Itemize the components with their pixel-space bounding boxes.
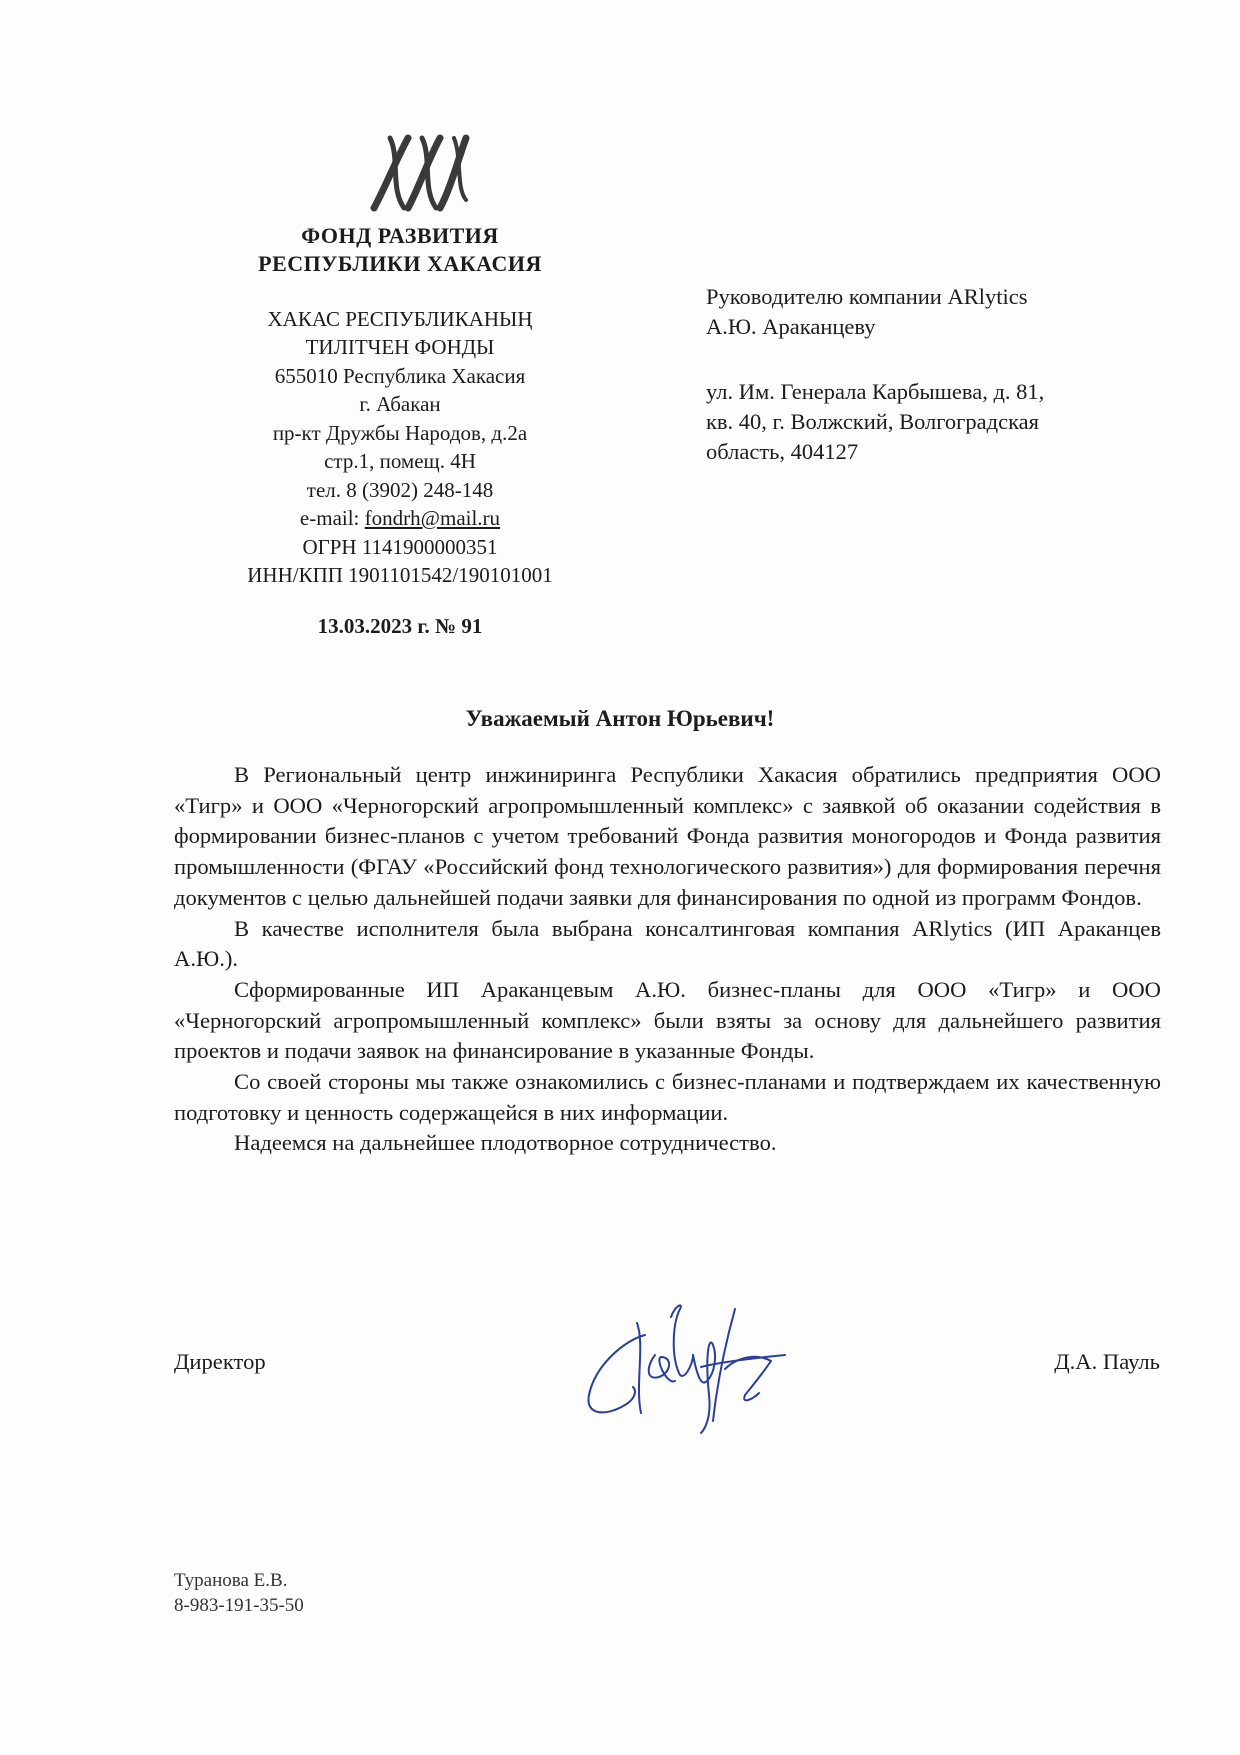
letter-reference: 13.03.2023 г. № 91 [317, 614, 483, 638]
signatory-name: Д.А. Пауль [1054, 1349, 1160, 1374]
signatory-title: Директор [174, 1349, 266, 1374]
body-paragraph: Сформированные ИП Араканцевым А.Ю. бизнес-планы для ООО «Тигр» и ООО «Черногорский агропромышленный комплекс» были взяты за основу для дальнейшего развития проектов и подачи заявок на финансирование в указанные Фонды. [174, 976, 1161, 1064]
sender-ogrn: ОГРН 1141900000351 [302, 535, 498, 559]
body-paragraph: Надеемся на дальнейшее плодотворное сотрудничество. [234, 1130, 777, 1156]
handwritten-signature-icon [575, 1295, 805, 1435]
sender-name-line1: ФОНД РАЗВИТИЯ [301, 223, 499, 248]
sender-address-line1: 655010 Республика Хакасия [274, 364, 526, 388]
sender-phone: тел. 8 (3902) 248-148 [306, 478, 494, 502]
body-paragraph: Со своей стороны мы также ознакомились с бизнес-планами и подтверждаем их качественную подготовку и ценность содержащейся в них информации. [174, 1069, 1161, 1125]
sender-khakas-line1: ХАКАС РЕСПУБЛИКАНЫҢ [267, 307, 533, 331]
sender-email-prefix: e-mail: [299, 506, 365, 530]
sender-address-line4: стр.1, помещ. 4Н [324, 449, 476, 473]
sender-email-line [200, 504, 600, 533]
sender-inn-kpp: ИНН/КПП 1901101542/190101001 [247, 563, 553, 587]
executor-phone: 8-983-191-35-50 [174, 1595, 304, 1616]
sender-address-line3: пр-кт Дружбы Народов, д.2а [272, 421, 528, 445]
greeting: Уважаемый Антон Юрьевич! [465, 706, 775, 731]
body-paragraph: В Региональный центр инжиниринга Республики Хакасия обратились предприятия ООО «Тигр» и ООО «Черногорский агропромышленный комплекс» с заявкой об оказании содействия в формировании бизнес-планов с учетом требований Фонда развития моногородов и Фонда развития промышленности (ФГАУ «Российский фонд технологического развития») для формирования перечня документов с целью дальнейшей подачи заявки для финансирования по одной из программ Фондов. [174, 762, 1161, 910]
sender-email-link[interactable]: fondrh@mail.ru [364, 506, 501, 530]
recipient-line1: Руководителю компании ARlytics [706, 284, 1028, 309]
recipient-line2: А.Ю. Араканцеву [706, 314, 876, 339]
sender-address-line2: г. Абакан [359, 392, 441, 416]
recipient-address-line3: область, 404127 [706, 439, 859, 464]
recipient-address-line2: кв. 40, г. Волжский, Волгоградская [706, 409, 1040, 434]
recipient-address-line1: ул. Им. Генерала Карбышева, д. 81, [706, 379, 1045, 404]
executor-name: Туранова Е.В. [174, 1570, 288, 1591]
body-paragraph: В качестве исполнителя была выбрана консалтинговая компания ARlytics (ИП Араканцев А.Ю.). [174, 915, 1161, 972]
sender-khakas-line2: ТИЛIТЧЕН ФОНДЫ [305, 335, 495, 359]
sender-name-line2: РЕСПУБЛИКИ ХАКАСИЯ [258, 251, 542, 276]
executor-block [174, 1568, 304, 1618]
fund-logo-icon [370, 130, 470, 212]
letter-body [174, 760, 1161, 1159]
